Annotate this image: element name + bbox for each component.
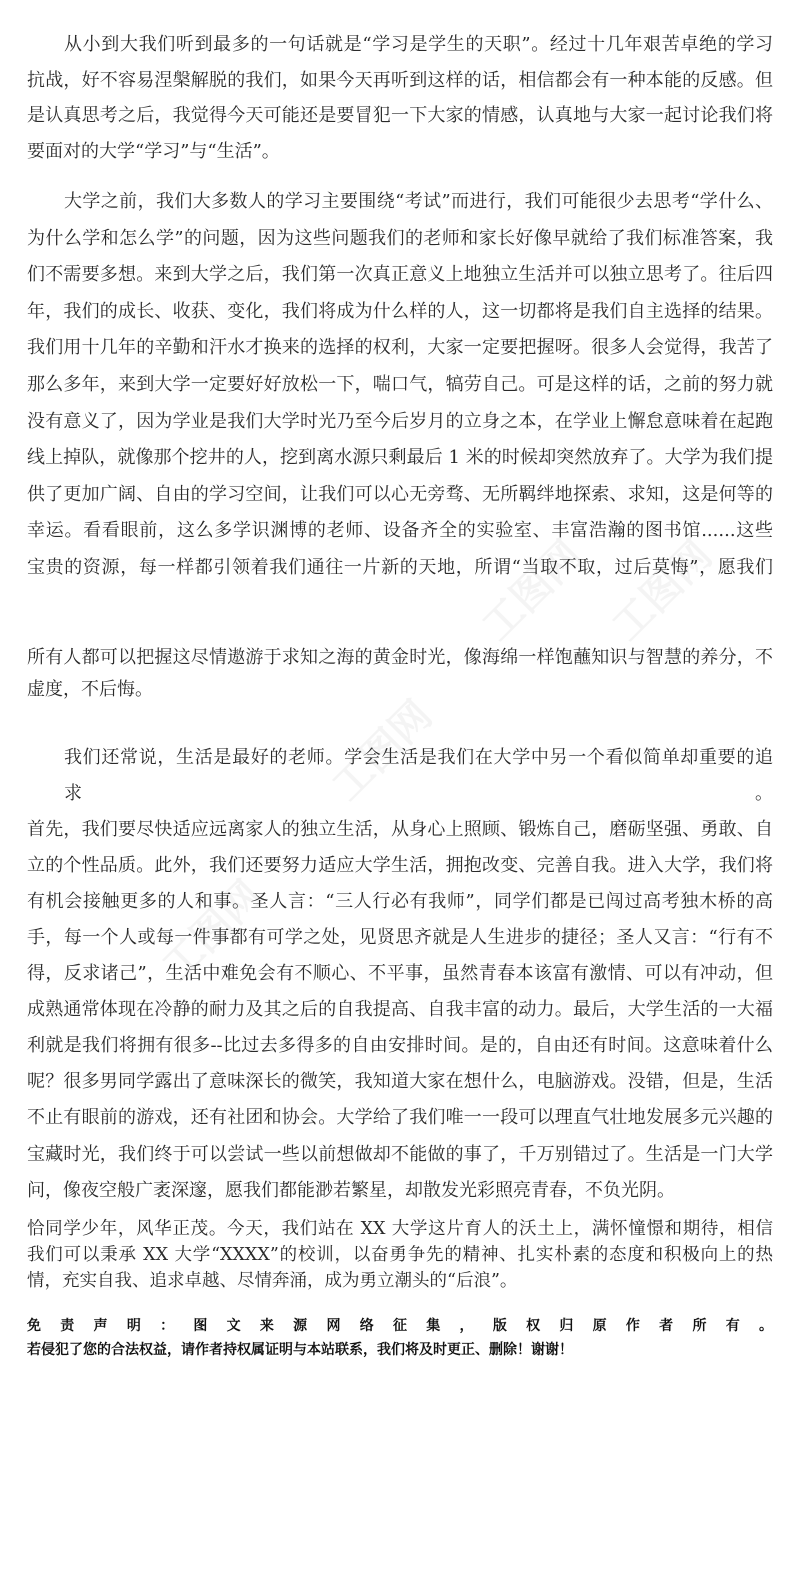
paragraph-conclusion: [27, 1216, 773, 1294]
text-line: 是认真思考之后，我觉得今天可能还是要冒犯一下大家的情感，认真地与大家一起讨论我们将: [27, 105, 773, 126]
text-line: 呢？很多男同学露出了意味深长的微笑，我知道大家在想什么，电脑游戏。没错，但是，生活: [27, 1071, 773, 1093]
disclaimer: [27, 1314, 773, 1362]
paragraph-life: [27, 740, 773, 1209]
text-line: 我们可以秉承 XX 大学“XXXX”的校训，以奋勇争先的精神、扎实朴素的态度和积极向上的热: [27, 1244, 773, 1265]
text-line: 成熟通常体现在冷静的耐力及其之后的自我提高、自我丰富的动力。最后，大学生活的一大福: [27, 999, 773, 1021]
text-line: 利就是我们将拥有很多--比过去多得多的自由安排时间。是的，自由还有时间。这意味着什么: [27, 1035, 773, 1057]
text-line: 们不需要多想。来到大学之后，我们第一次真正意义上地独立生活并可以独立思考了。往后四: [27, 264, 773, 286]
text-line: 那么多年，来到大学一定要好好放松一下，喘口气，犒劳自己。可是这样的话，之前的努力就: [27, 373, 773, 395]
text-line: 情，充实自我、追求卓越、尽情奔涌，成为勇立潮头的“后浪”。: [27, 1270, 518, 1291]
text-line: 幸运。看看眼前，这么多学识渊博的老师、设备齐全的实验室、丰富浩瀚的图书馆......这些: [27, 520, 773, 542]
text-line: 得，反求诸己”，生活中难免会有不顺心、不平事，虽然青春本该富有激情、可以有冲动，但: [27, 963, 773, 985]
text-line: 不止有眼前的游戏，还有社团和协会。大学给了我们唯一一段可以理直气壮地发展多元兴趣的: [27, 1107, 773, 1129]
text-line: 免责声明：图文来源网络征集，版权归原作者所有。: [27, 1317, 773, 1334]
paragraph-study-continued: [27, 642, 773, 706]
text-line: 我们还常说，生活是最好的老师。学会生活是我们在大学中另一个看似简单却重要的追求。: [64, 746, 773, 804]
text-line: 大学之前，我们大多数人的学习主要围绕“考试”而进行，我们可能很少去思考“学什么、: [64, 191, 773, 212]
text-line: 首先，我们要尽快适应远离家人的独立生活，从身心上照顾、锻炼自己，磨砺坚强、勇敢、自: [27, 818, 773, 840]
text-line: 所有人都可以把握这尽情遨游于求知之海的黄金时光，像海绵一样饱蘸知识与智慧的养分，不: [27, 646, 773, 668]
text-line: 年，我们的成长、收获、变化，我们将成为什么样的人，这一切都将是我们自主选择的结果。: [27, 300, 773, 322]
text-line: 供了更加广阔、自由的学习空间，让我们可以心无旁骛、无所羁绊地探索、求知，这是何等的: [27, 483, 773, 505]
text-line: 线上掉队，就像那个挖井的人，挖到离水源只剩最后 1 米的时候却突然放弃了。大学为我们提: [27, 447, 773, 469]
text-line: 宝贵的资源，每一样都引领着我们通往一片新的天地，所谓“当取不取，过后莫悔”，愿我们: [27, 556, 773, 578]
text-line: 问，像夜空般广袤深邃，愿我们都能渺若繁星，却散发光彩照亮青春，不负光阴。: [27, 1179, 675, 1201]
text-line: 要面对的大学“学习”与“生活”。: [27, 140, 280, 162]
paragraph-study-intro: [27, 27, 773, 169]
text-line: 手，每一个人或每一件事都有可学之处，见贤思齐就是人生进步的捷径；圣人又言：“行有不: [27, 927, 773, 948]
text-line: 宝藏时光，我们终于可以尝试一些以前想做却不能做的事了，千万别错过了。生活是一门大学: [27, 1143, 773, 1165]
text-line: 若侵犯了您的合法权益，请作者持权属证明与本站联系，我们将及时更正、删除！谢谢！: [27, 1341, 573, 1358]
text-line: 从小到大我们听到最多的一句话就是“学习是学生的天职”。经过十几年艰苦卓绝的学习: [64, 34, 773, 55]
text-line: 为什么学和怎么学”的问题，因为这些问题我们的老师和家长好像早就给了我们标准答案，我: [27, 227, 773, 249]
text-line: 抗战，好不容易涅槃解脱的我们，如果今天再听到这样的话，相信都会有一种本能的反感。但: [27, 69, 773, 91]
text-line: 没有意义了，因为学业是我们大学时光乃至今后岁月的立身之本，在学业上懈怠意味着在起跑: [27, 410, 773, 432]
text-line: 有机会接触更多的人和事。圣人言：“三人行必有我师”，同学们都是已闯过高考独木桥的高: [27, 890, 773, 912]
text-line: 立的个性品质。此外，我们还要努力适应大学生活，拥抱改变、完善自我。进入大学，我们将: [27, 854, 773, 876]
text-line: 虚度，不后悔。: [27, 678, 153, 700]
text-line: 我们用十几年的辛勤和汗水才换来的选择的权利，大家一定要把握呀。很多人会觉得，我苦了: [27, 337, 773, 359]
text-line: 恰同学少年，风华正茂。今天，我们站在 XX 大学这片育人的沃土上，满怀憧憬和期待，相信: [27, 1218, 773, 1239]
paragraph-study: [27, 184, 773, 587]
